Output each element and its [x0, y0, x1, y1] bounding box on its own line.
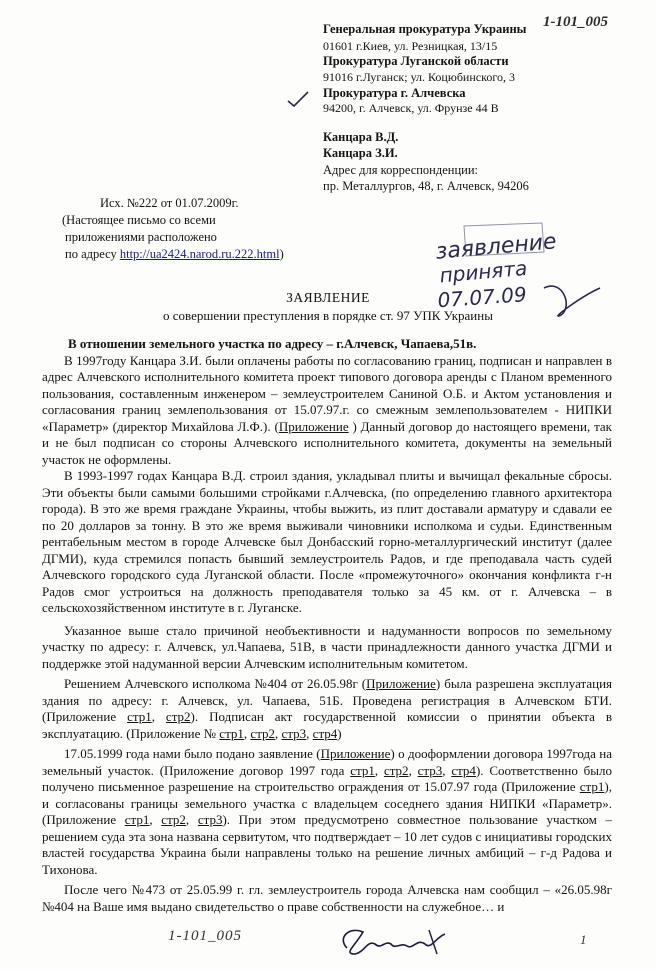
document-body: [42, 336, 612, 919]
document-title: ЗАЯВЛЕНИЕ: [286, 290, 370, 305]
recipient-3-org: Прокуратура г. Алчевска: [323, 86, 466, 100]
page-link[interactable]: стр1: [124, 812, 150, 827]
p4-text-a: Решением Алчевского исполкома №404 от 26.05.98г (: [64, 676, 367, 691]
page-link[interactable]: стр3: [281, 725, 307, 741]
page-link[interactable]: стр2: [250, 725, 276, 741]
page-number: 1: [580, 932, 587, 947]
recipient-3-address: 94200, г. Алчевск, ул. Фрунзе 44 В: [323, 101, 499, 115]
correspondence-address: пр. Металлургов, 48, г. Алчевск, 94206: [323, 179, 529, 193]
appendix-link[interactable]: Приложение: [366, 676, 436, 691]
signature: [335, 920, 465, 964]
page-link[interactable]: стр3: [417, 762, 443, 778]
recipient-1-org: Генеральная прокуратура Украины: [323, 22, 527, 36]
p4-text-e: ): [337, 725, 342, 741]
note-prefix: по адресу: [65, 247, 120, 261]
section-heading: В отношении земельного участка по адресу – г.Алчевск, Чапаева,51в.: [68, 336, 477, 351]
paragraph-4: Решением Алчевского исполкома №404 от 26.05.98г (Приложение) была разрешена эксплуатация здания по адресу: г. Алчевск, ул. Чапаева, 51Б. Проведена регистрация в Алчевском БТИ. (Приложение стр1, стр2). Подписан акт государственной комиссии о принятии объекта в эксплуатацию. (Приложение № стр1, стр2, стр3, стр4): [42, 676, 613, 741]
page-link[interactable]: стр2: [165, 709, 191, 724]
paragraph-3: Указанное выше стало причиной необъективности и надуманности вопросов по земельному участку по адресу: г. Алчевск, ул.Чапаева, 51В, в части принадлежности данного участка ДГМИ и поддержке этой надуманной версии Алчевским исполнительным комитетом.: [42, 622, 612, 671]
page-link[interactable]: стр1: [350, 762, 375, 778]
p5-text-c: ). Соответственно было получено письменное разрешение на строительство ограждения от 15.07.97 года (Приложение: [42, 762, 613, 794]
p1-text-a: В 1997году Канцара З.И. были оплачены работы по согласованию границ, подписан и направлен в адрес Алчевского исполнительного комитета проект типового договора аренды с Планом временного пользования, составленным инженером – землеустроителем Саниной О.Б. и Актом установления и согласования границ землепользования от 15.07.97.г. со смежным землепользователем - НИПКИ «Параметр» (директор Михайлова Л.Ф.). (: [42, 352, 612, 434]
page-link[interactable]: стр1: [127, 709, 152, 724]
appendix-link[interactable]: Приложение: [278, 418, 349, 434]
note-line-2: приложениями расположено: [65, 230, 217, 244]
correspondence-label: Адрес для корреспонденции:: [323, 163, 479, 177]
p4-text-d: ). Подписан акт государственной комиссии о принятии объекта в эксплуатацию. (Приложение №: [42, 709, 612, 741]
note-line-1: (Настоящее письмо со всеми: [62, 213, 216, 227]
page-link[interactable]: стр4: [451, 762, 476, 778]
recipient-1-address: 01601 г.Киев, ул. Резницкая, 13/15: [323, 39, 498, 53]
paragraph-6: После чего №473 от 25.05.99 г. гл. землеустроитель города Алчевска нам сообщил – «26.05.98г №404 на Ваше имя выдано свидетельство о праве собственности на служебное… и: [42, 882, 612, 914]
sender-2: Канцара З.И.: [323, 146, 398, 160]
document-id: 1-101_005: [543, 14, 608, 30]
note-line-3: [62, 246, 284, 263]
paragraph-2: В 1993-1997 годах Канцара В.Д. строил здания, укладывал плиты и вычищал фекальные сбросы. Эти объекты были самыми большими стройками г.Алчевска, (по определению главного архитектора города). В это же время граждане Украины, чтобы выжить, из плит доставали арматуру и сдавали ее по 20 долларов за тонну. В это же время выживали чиновники исполкома и судьи. Единственным рентабельным местом в городе Алчевске был Донбасский горно-металлургический институт (далее ДГМИ), куда стремился попасть бывший землеустроитель Радов, и где преподавала часть судей Алчевского городского суда Луганской области. После «промежуточного» окончания конфликта г-н Радов смог устроиться на должность преподавателя только за 45 км. от г. Алчевска – в сельскохозяйственном институте в г. Луганске.: [42, 468, 612, 615]
footer-document-id: 1-101_005: [168, 928, 242, 944]
stamp-date: 07.07.09: [436, 282, 528, 313]
stamp-text-1: заявление: [434, 229, 558, 265]
paragraph-5: 17.05.1999 года нами было подано заявление (Приложение) о дооформлении договора 1997года на земельный участок. (Приложение договор 1997 года стр1, стр2, стр3, стр4). Соответственно было получено письменное разрешение на строительство ограждения от 15.07.97 года (Приложение стр1), и согласованы границы земельного участка с владельцем соседнего здания НИПКИ «Параметр». (Приложение стр1, стр2, стр3). При этом предусмотрено совместное пользование участком – решением суда эта зона названа сервитутом, что подтверждает – 10 лет судов с инициативы городских властей государства Украина были направлены только на решение личных амбиций – г-д Радова и Тихонова.: [42, 746, 613, 877]
handwritten-check-mark: [286, 89, 310, 109]
p1-text-b: ) Данный договор до настоящего времени, так и не был подписан со стороны Алчевского исполнительного комитета, документы на земельный участок не оформлены.: [42, 418, 612, 467]
p5-text-b: ) о дооформлении договора 1997года на земельный участок. (Приложение договор 1997 года: [42, 746, 613, 778]
p5-text-a: 17.05.1999 года нами было подано заявление (: [64, 746, 321, 761]
paragraph-1: [42, 353, 612, 469]
note-suffix: ): [279, 247, 284, 261]
page-link[interactable]: стр2: [383, 762, 409, 778]
p4-text-b: ) была разрешена эксплуатация здания по адресу: г. Алчевск, ул. Чапаева, 51Б. Проведена регистрация в Алчевском БТИ. (Приложение: [42, 676, 613, 724]
recipient-2-org: Прокуратура Луганской области: [323, 54, 509, 68]
document-url-link[interactable]: http://ua2424.narod.ru.222.html: [119, 247, 280, 261]
p5-text-e: ). При этом предусмотрено совместное пользование участком – решением суда эта зона названа сервитутом, что подтверждает – 10 лет судов с инициативы городских властей государства Украина были направлены только на решение личных амбиций – г-д Радова и Тихонова.: [42, 812, 612, 877]
page-link[interactable]: стр4: [312, 725, 338, 741]
recipient-2-address: 91016 г.Луганск; ул. Коцюбинского, 3: [323, 70, 515, 84]
outgoing-block: [62, 195, 284, 263]
p5-text-d: ), и согласованы границы земельного участка с владельцем соседнего здания НИПКИ «Параметр». (Приложение: [42, 779, 612, 827]
page-link[interactable]: стр2: [161, 812, 186, 827]
appendix-link[interactable]: Приложение: [320, 746, 391, 761]
page-link[interactable]: стр1: [219, 725, 244, 741]
document-subtitle: о совершении преступления в порядке ст. 97 УПК Украины: [163, 308, 493, 323]
p4-text-c: ,: [151, 709, 166, 724]
page-link[interactable]: стр1: [579, 779, 605, 794]
stamp-text-2: принята: [438, 255, 529, 288]
sender-1: Канцара В.Д.: [323, 130, 399, 144]
page-link[interactable]: стр3: [197, 812, 223, 827]
outgoing-number: Исх. №222 от 01.07.2009г.: [100, 196, 239, 210]
